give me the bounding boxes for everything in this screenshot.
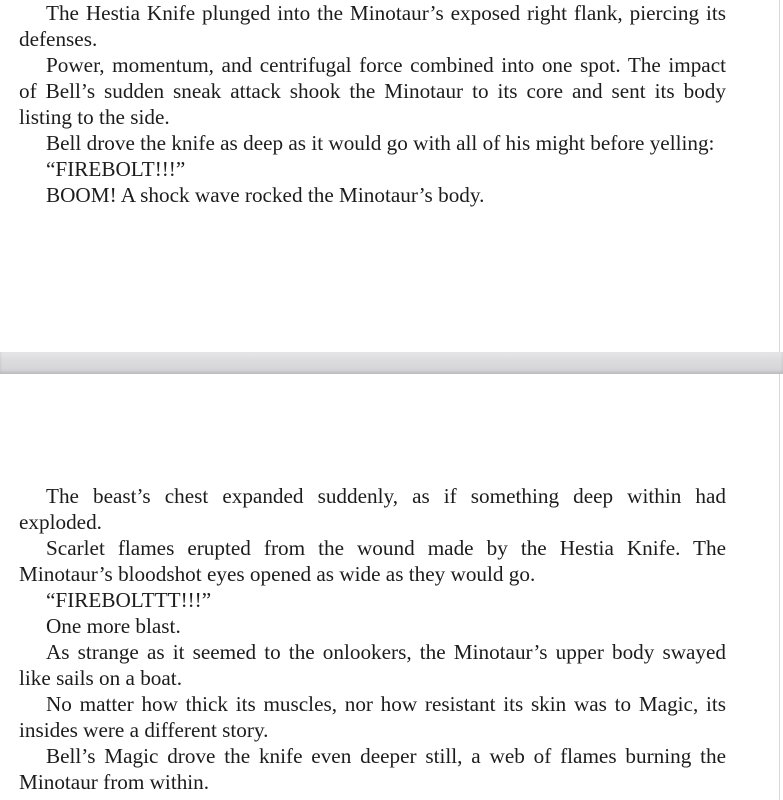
page-bottom <box>0 374 780 800</box>
paragraph: The Hestia Knife plunged into the Minotaur’s exposed right flank, piercing its defenses. <box>19 1 726 51</box>
paragraph: BOOM! A shock wave rocked the Minotaur’s body. <box>46 183 485 207</box>
page-separator <box>0 352 783 374</box>
paragraph: The beast’s chest expanded suddenly, as if something deep within had exploded. <box>19 484 726 534</box>
page-top <box>0 0 780 352</box>
paragraph: Scarlet flames erupted from the wound made by the Hestia Knife. The Minotaur’s bloodshot eyes opened as wide as they would go. <box>19 536 726 586</box>
paragraph: As strange as it seemed to the onlookers, the Minotaur’s upper body swayed like sails on a boat. <box>19 640 726 690</box>
paragraph: Bell drove the knife as deep as it would go with all of his might before yelling: <box>46 131 715 155</box>
paragraph: Bell’s Magic drove the knife even deeper still, a web of flames burning the Minotaur from within. <box>19 744 726 794</box>
page-top-text <box>19 0 726 208</box>
paragraph: One more blast. <box>46 614 181 638</box>
page-bottom-text <box>19 483 726 795</box>
paragraph: No matter how thick its muscles, nor how resistant its skin was to Magic, its insides were a different story. <box>19 692 726 742</box>
paragraph: Power, momentum, and centrifugal force combined into one spot. The impact of Bell’s sudden sneak attack shook the Minotaur to its core and sent its body listing to the side. <box>19 53 726 129</box>
paragraph: “FIREBOLT!!!” <box>46 157 186 181</box>
paragraph: “FIREBOLTTT!!!” <box>46 588 212 612</box>
